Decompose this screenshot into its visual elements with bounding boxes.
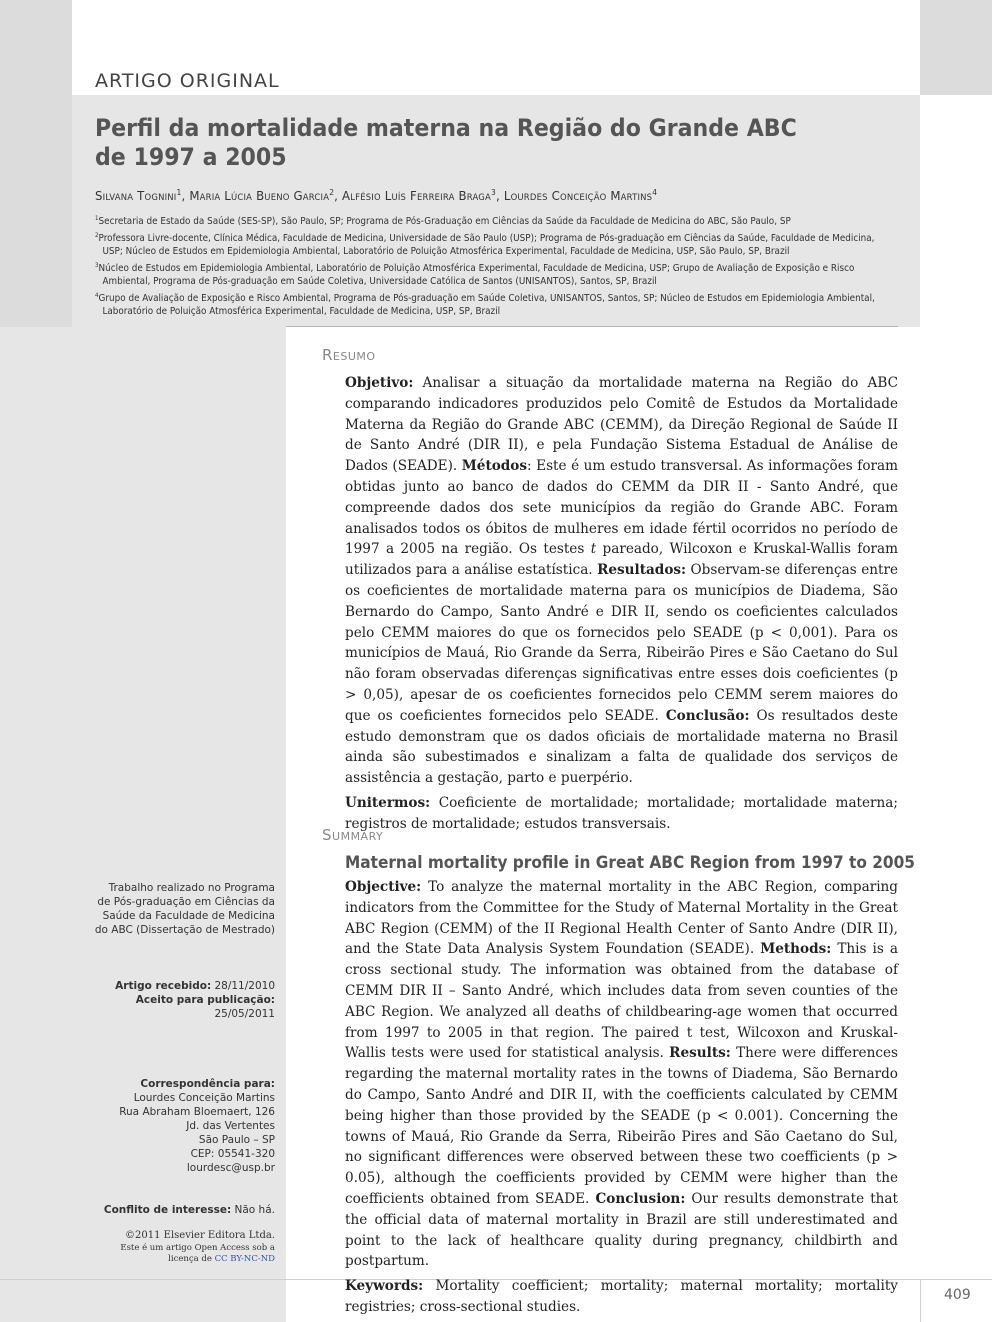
- received-value: 28/11/2010: [211, 980, 275, 992]
- author: Maria Lúcia Bueno Garcia: [189, 188, 330, 204]
- metodos-text-cont: pareado, Wilcoxon e Kruskal-Wallis foram utilizados para a análise estatística.: [345, 541, 899, 579]
- resultados-text: Observam-se diferenças entre os coeficientes de mortalidade materna para os municípios de Diadema, São Bernardo do Campo, Santo André e DIR II, sendo os coeficientes calculados pelo CEMM maiores do que os fornecidos pelo SEADE (p < 0,001). Para os municípios de Mauá, Rio Grande da Serra, Ribeirão Pires e São Caetano do Sul não foram observadas diferenças significativas entre esses dois coeficientes (p > 0,05), apesar de os coeficientes fornecidos pelo CEMM serem maiores do que os coeficientes fornecidos pelo SEADE.: [345, 562, 898, 724]
- methods-text: This is a cross sectional study. The information was obtained from the database of CEMM DIR II – Santo André, which includes data from seven counties of the ABC Region. We analyzed all deaths of childbearing-age women that occurred from 1997 to 2005 in that region. The paired t test, Wilcoxon and Kruskal-Wallis tests were used for statistical analysis.: [345, 941, 898, 1062]
- objective-label: Objective:: [345, 879, 422, 895]
- section-label: ARTIGO ORIGINAL: [95, 70, 280, 92]
- sidebar-correspondence: [75, 1077, 275, 1175]
- author: Lourdes Conceição Martins: [503, 188, 653, 204]
- resultados-label: Resultados:: [597, 562, 687, 579]
- author-affiliation-mark: 4: [652, 188, 658, 197]
- header-divider: [286, 326, 898, 327]
- author: Silvana Tognini: [95, 188, 177, 204]
- resumo-paragraph: [345, 373, 898, 789]
- affiliation-item: [95, 212, 881, 229]
- keywords-paragraph: [345, 1276, 898, 1318]
- author-affiliation-mark: 3: [491, 188, 496, 197]
- results-text: There were differences regarding the maternal mortality rates in the towns of Diadema, São Bernardo do Campo, Santo André and DIR II, with the coefficients calculated by CEMM being higher than those provided by the SEADE (p < 0.001). Concerning the towns of Mauá, Rio Grande da Serra, Ribeirão Pires and São Caetano do Sul, no significant differences were observed between these two coefficients (p > 0.05), although the coefficients provided by CEMM were higher than the coefficients obtained from SEADE.: [345, 1045, 898, 1207]
- objetivo-label: Objetivo:: [345, 375, 414, 391]
- unitermos-text: Coeficiente de mortalidade; mortalidade; mortalidade materna; registros de mortalidade; estudos transversais.: [345, 794, 898, 832]
- page-number-separator: [920, 1279, 921, 1322]
- affiliation-mark: 3: [95, 261, 99, 269]
- accepted-value: 25/05/2011: [214, 1008, 275, 1020]
- affiliation-text: Secretaria de Estado da Saúde (SES-SP), São Paulo, SP; Programa de Pós-Graduação em Ciências da Saúde da Faculdade de Medicina do ABC, São Paulo, SP: [98, 216, 791, 228]
- accepted-label: Aceito para publicação:: [135, 994, 275, 1006]
- author-separator: ,: [181, 188, 190, 204]
- license-text: licença de: [168, 1254, 215, 1264]
- author-separator: ,: [334, 188, 343, 204]
- accepted-date: [75, 993, 275, 1021]
- affiliation-text: Professora Livre-docente, Clínica Médica, Faculdade de Medicina, Universidade de São Paulo (USP); Programa de Pós-graduação em Ciências da Saúde, Faculdade de Medicina, USP; Núcleo de Estudos em Epidemiologia Ambiental, Laboratório de Poluição Atmosférica Experimental, Faculdade de Medicina, USP, São Paulo, SP, Brazil: [98, 232, 875, 258]
- work-note-line: Trabalho realizado no Programa: [108, 882, 275, 894]
- affiliation-item: [95, 259, 881, 289]
- methods-label: Methods:: [760, 941, 832, 958]
- summary-body: [345, 877, 898, 1318]
- metodos-text: : Este é um estudo transversal. As informações foram obtidas junto ao banco de dados do CEMM da DIR II - Santo André, que compreende dados dos sete municípios da região do Grande ABC. Foram analisados todos os óbitos de mulheres em idade fértil ocorridos no período de 1997 a 2005 na região. Os testes: [345, 458, 898, 558]
- header-gray-block-right: [920, 0, 992, 95]
- author-affiliation-mark: 2: [329, 188, 335, 197]
- work-note-line: Saúde da Faculdade de Medicina: [102, 910, 275, 922]
- correspondence-email[interactable]: lourdesc@usp.br: [186, 1162, 275, 1174]
- summary-paragraph: [345, 877, 898, 1272]
- license-line: Este é um artigo Open Access sob a: [120, 1243, 275, 1253]
- license-link[interactable]: CC BY-NC-ND: [214, 1254, 275, 1264]
- metodos-label: Métodos: [461, 458, 528, 475]
- sidebar-dates: [75, 979, 275, 1021]
- summary-heading: Summary: [322, 826, 384, 844]
- license-line: [75, 1254, 275, 1265]
- affiliation-item: [95, 229, 881, 259]
- unitermos-paragraph: [345, 793, 898, 835]
- author-affiliation-mark: 1: [176, 188, 182, 197]
- conclusion-label: Conclusion:: [595, 1190, 686, 1207]
- author-separator: ,: [495, 188, 504, 204]
- affiliations: [95, 212, 881, 318]
- conflict-label: Conflito de interesse:: [103, 1204, 232, 1216]
- resumo-body: [345, 373, 898, 835]
- results-label: Results:: [669, 1045, 731, 1062]
- correspondence-line: Jd. das Vertentes: [186, 1120, 275, 1132]
- conflict-value: Não há.: [231, 1204, 275, 1216]
- affiliation-mark: 4: [95, 291, 99, 299]
- author: Alfésio Luís Ferreira Braga: [342, 188, 492, 204]
- affiliation-item: [95, 289, 881, 319]
- affiliation-text: Núcleo de Estudos em Epidemiologia Ambiental, Laboratório de Poluição Atmosférica Experimental, Faculdade de Medicina, USP; Grupo de Avaliação de Exposição e Risco Ambiental, Programa de Pós-graduação em Saúde Coletiva, Universidade Católica de Santos (UNISANTOS), Santos, SP, Brazil: [98, 262, 855, 288]
- keywords-label: Keywords:: [345, 1278, 424, 1295]
- correspondence-line: CEP: 05541-320: [190, 1148, 275, 1160]
- sidebar-work-note: [75, 881, 275, 937]
- conclusao-text: Os resultados deste estudo demonstram que os dados oficiais de mortalidade materna no Brasil ainda são subestimados e sinalizam a falta de qualidade dos serviços de assistência a gestação, parto e puerpério.: [345, 707, 898, 787]
- keywords-text: Mortality coefficient; mortality; maternal mortality; mortality registries; cross-sectional studies.: [345, 1278, 898, 1315]
- received-label: Artigo recebido:: [115, 980, 212, 992]
- author-list: [95, 188, 866, 203]
- resumo-heading: Resumo: [322, 346, 376, 364]
- correspondence-line: Lourdes Conceição Martins: [133, 1092, 275, 1104]
- page-number: 409: [944, 1287, 971, 1303]
- article-title: Perfil da mortalidade materna na Região do Grande ABC de 1997 a 2005: [95, 114, 797, 171]
- unitermos-label: Unitermos:: [345, 794, 431, 811]
- work-note-line: de Pós-graduação em Ciências da: [97, 896, 275, 908]
- sidebar-conflict: [75, 1203, 275, 1217]
- correspondence-label: Correspondência para:: [140, 1078, 275, 1090]
- correspondence-line: São Paulo – SP: [198, 1134, 275, 1146]
- work-note-line: do ABC (Dissertação de Mestrado): [94, 924, 275, 936]
- copyright-notice: ©2011 Elsevier Editora Ltda.: [125, 1230, 275, 1241]
- summary-title: Maternal mortality profile in Great ABC Region from 1997 to 2005: [345, 853, 915, 872]
- affiliation-mark: 1: [95, 215, 99, 222]
- objective-text: To analyze the maternal mortality in the ABC Region, comparing indicators from the Committee for the Study of Maternal Mortality in the Great ABC Region (CEMM) of the II Regional Health Center of Santo Andre (DIR II), and the State Data Analysis System Foundation (SEADE).: [345, 879, 898, 958]
- metodos-t-italic: t: [590, 541, 597, 558]
- affiliation-mark: 2: [95, 231, 99, 239]
- conclusao-label: Conclusão:: [665, 707, 750, 724]
- received-date: [75, 979, 275, 993]
- sidebar-license: [75, 1229, 275, 1265]
- correspondence-line: Rua Abraham Bloemaert, 126: [119, 1106, 275, 1118]
- affiliation-text: Grupo de Avaliação de Exposição e Risco Ambiental, Programa de Pós-graduação em Saúde Coletiva, UNISANTOS, Santos, SP; Núcleo de Estudos em Epidemiologia Ambiental, Laboratório de Poluição Atmosférica Experimental, Faculdade de Medicina, USP, SP, Brazil: [98, 292, 875, 318]
- conclusion-text: Our results demonstrate that the official data of maternal mortality in Brazil are still underestimated and point to the lack of healthcare quality during pregnancy, childbirth and postpartum.: [345, 1190, 899, 1270]
- objetivo-text: Analisar a situação da mortalidade materna na Região do ABC comparando indicadores produzidos pelo Comitê de Estudos da Mortalidade Materna da Região do Grande ABC (CEMM), da Direção Regional de Saúde II de Santo André (DIR II), e pela Fundação Sistema Estadual de Análise de Dados (SEADE).: [345, 375, 898, 475]
- header-gray-block-left: [0, 0, 72, 327]
